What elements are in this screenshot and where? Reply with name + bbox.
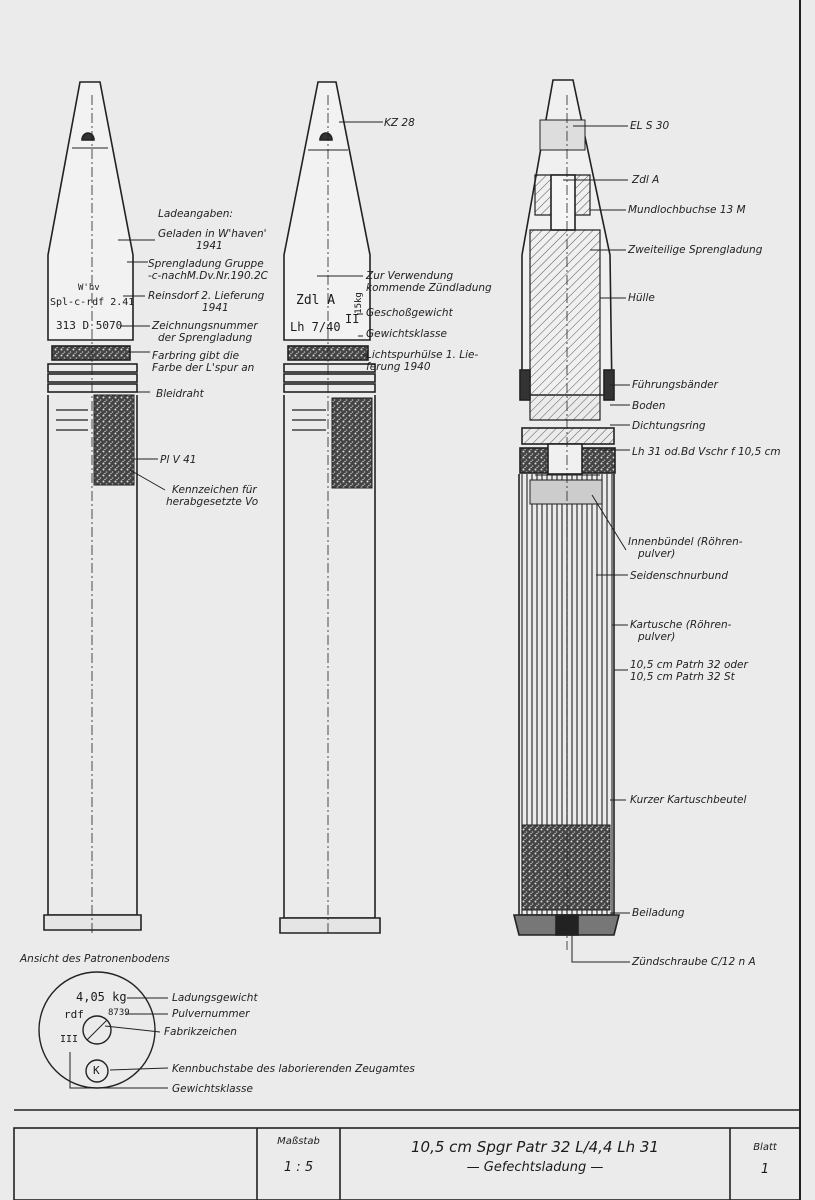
projectile-weight-label: Geschoßgewicht xyxy=(366,307,453,319)
drawing-title: 10,5 cm Spgr Patr 32 L/4,4 Lh 31 xyxy=(411,1138,659,1156)
silk-cord-label: Seidenschnurbund xyxy=(630,570,728,582)
body-mark-weight: 15kg xyxy=(353,292,364,314)
body-mark-lh: Lh 7/40 xyxy=(290,320,341,334)
reduced-velocity-label: Kennzeichen für xyxy=(172,484,257,496)
code-letter-label: Kennbuchstabe des laborierenden Zeugamtes xyxy=(172,1063,415,1075)
powder-number-label: Pulvernummer xyxy=(172,1008,250,1020)
two-part-charge-label: Zweiteilige Sprengladung xyxy=(628,244,763,256)
short-bag-label: Kurzer Kartuschbeutel xyxy=(630,794,747,806)
left-cartridge xyxy=(44,82,141,935)
loaded-at-label: Geladen in W'haven' xyxy=(158,228,267,240)
stamp-weight: 4,05 kg xyxy=(76,990,127,1004)
reinsdorf-year-label: 1941 xyxy=(202,302,229,314)
charge-group-label-2: -c-nachM.Dv.Nr.190.2C xyxy=(148,270,268,282)
use-label: Zur Verwendung xyxy=(366,270,454,282)
color-ring-label-2: Farbe der L'spur an xyxy=(152,362,255,374)
weight-class-base-label: Gewichtsklasse xyxy=(172,1083,253,1095)
pl-label: Pl V 41 xyxy=(160,454,197,466)
cartridge-label-2: pulver) xyxy=(638,631,676,643)
patrh-label-2: 10,5 cm Patrh 32 St xyxy=(630,671,735,683)
base-view-title: Ansicht des Patronenbodens xyxy=(20,953,170,965)
drawing-number-label: Zeichnungsnummer xyxy=(152,320,258,332)
tracer-label: Lichtspurhülse 1. Lie- xyxy=(366,349,479,361)
primer-label: Zündschraube C/12 n A xyxy=(632,956,756,968)
charge-group-label: Sprengladung Gruppe xyxy=(148,258,264,270)
inner-bundle-label: Innenbündel (Röhren- xyxy=(628,536,743,548)
body-mark-class: II xyxy=(345,312,360,326)
sheet-value: 1 xyxy=(760,1162,770,1177)
drawing-subtitle: — Gefechtsladung — xyxy=(466,1160,604,1175)
inner-bundle-label-2: pulver) xyxy=(638,548,676,560)
sheet-label: Blatt xyxy=(753,1142,777,1153)
stamp-class: III xyxy=(60,1034,79,1045)
driving-bands-label: Führungsbänder xyxy=(632,379,718,391)
zdl-a-label: Zdl A xyxy=(632,174,660,186)
reinsdorf-label: Reinsdorf 2. Lieferung xyxy=(148,290,265,302)
weight-class-label: Gewichtsklasse xyxy=(366,328,447,340)
stamp-letter: K xyxy=(93,1064,100,1077)
drawing-number-label-2: der Sprengladung xyxy=(158,332,253,344)
tracer-label-2: ferung 1940 xyxy=(366,361,431,373)
stamp-powder: 8739 xyxy=(108,1008,130,1018)
loaded-year-label: 1941 xyxy=(196,240,223,252)
loading-data-header: Ladeangaben: xyxy=(158,208,233,220)
factory-mark-label: Fabrikzeichen xyxy=(164,1026,237,1038)
lh31-label: Lh 31 od.Bd Vschr f 10,5 cm xyxy=(632,446,781,458)
use-label-2: kommende Zündladung xyxy=(366,282,492,294)
seal-ring-label: Dichtungsring xyxy=(632,420,706,432)
stamp-rdf: rdf xyxy=(64,1008,84,1021)
cartridge-label: Kartusche (Röhren- xyxy=(630,619,732,631)
body-mark-drawing: 313 D 5070 xyxy=(56,319,123,332)
fuze-els30-label: EL S 30 xyxy=(630,120,670,132)
middle-cartridge xyxy=(280,82,380,935)
scale-label: Maßstab xyxy=(277,1136,320,1147)
body-mark-whv: W'hv xyxy=(78,283,100,293)
reduced-velocity-label-2: herabgesetzte Vo xyxy=(166,496,259,508)
shell-body-label: Hülle xyxy=(628,292,655,304)
base-label: Boden xyxy=(632,400,666,412)
patrh-label: 10,5 cm Patrh 32 oder xyxy=(630,659,748,671)
charge-weight-label: Ladungsgewicht xyxy=(172,992,258,1004)
fuze-kz28-label: KZ 28 xyxy=(384,117,415,129)
additional-charge-label: Beiladung xyxy=(632,907,685,919)
scale-value: 1 : 5 xyxy=(283,1160,314,1175)
lead-wire-label: Bleidraht xyxy=(156,388,204,400)
color-ring-label: Farbring gibt die xyxy=(152,350,240,362)
body-mark-spl: Spl-c-rdf 2.41 xyxy=(50,297,135,308)
body-mark-zdl: Zdl A xyxy=(296,293,336,308)
mouth-bushing-label: Mundlochbuchse 13 M xyxy=(628,204,746,216)
